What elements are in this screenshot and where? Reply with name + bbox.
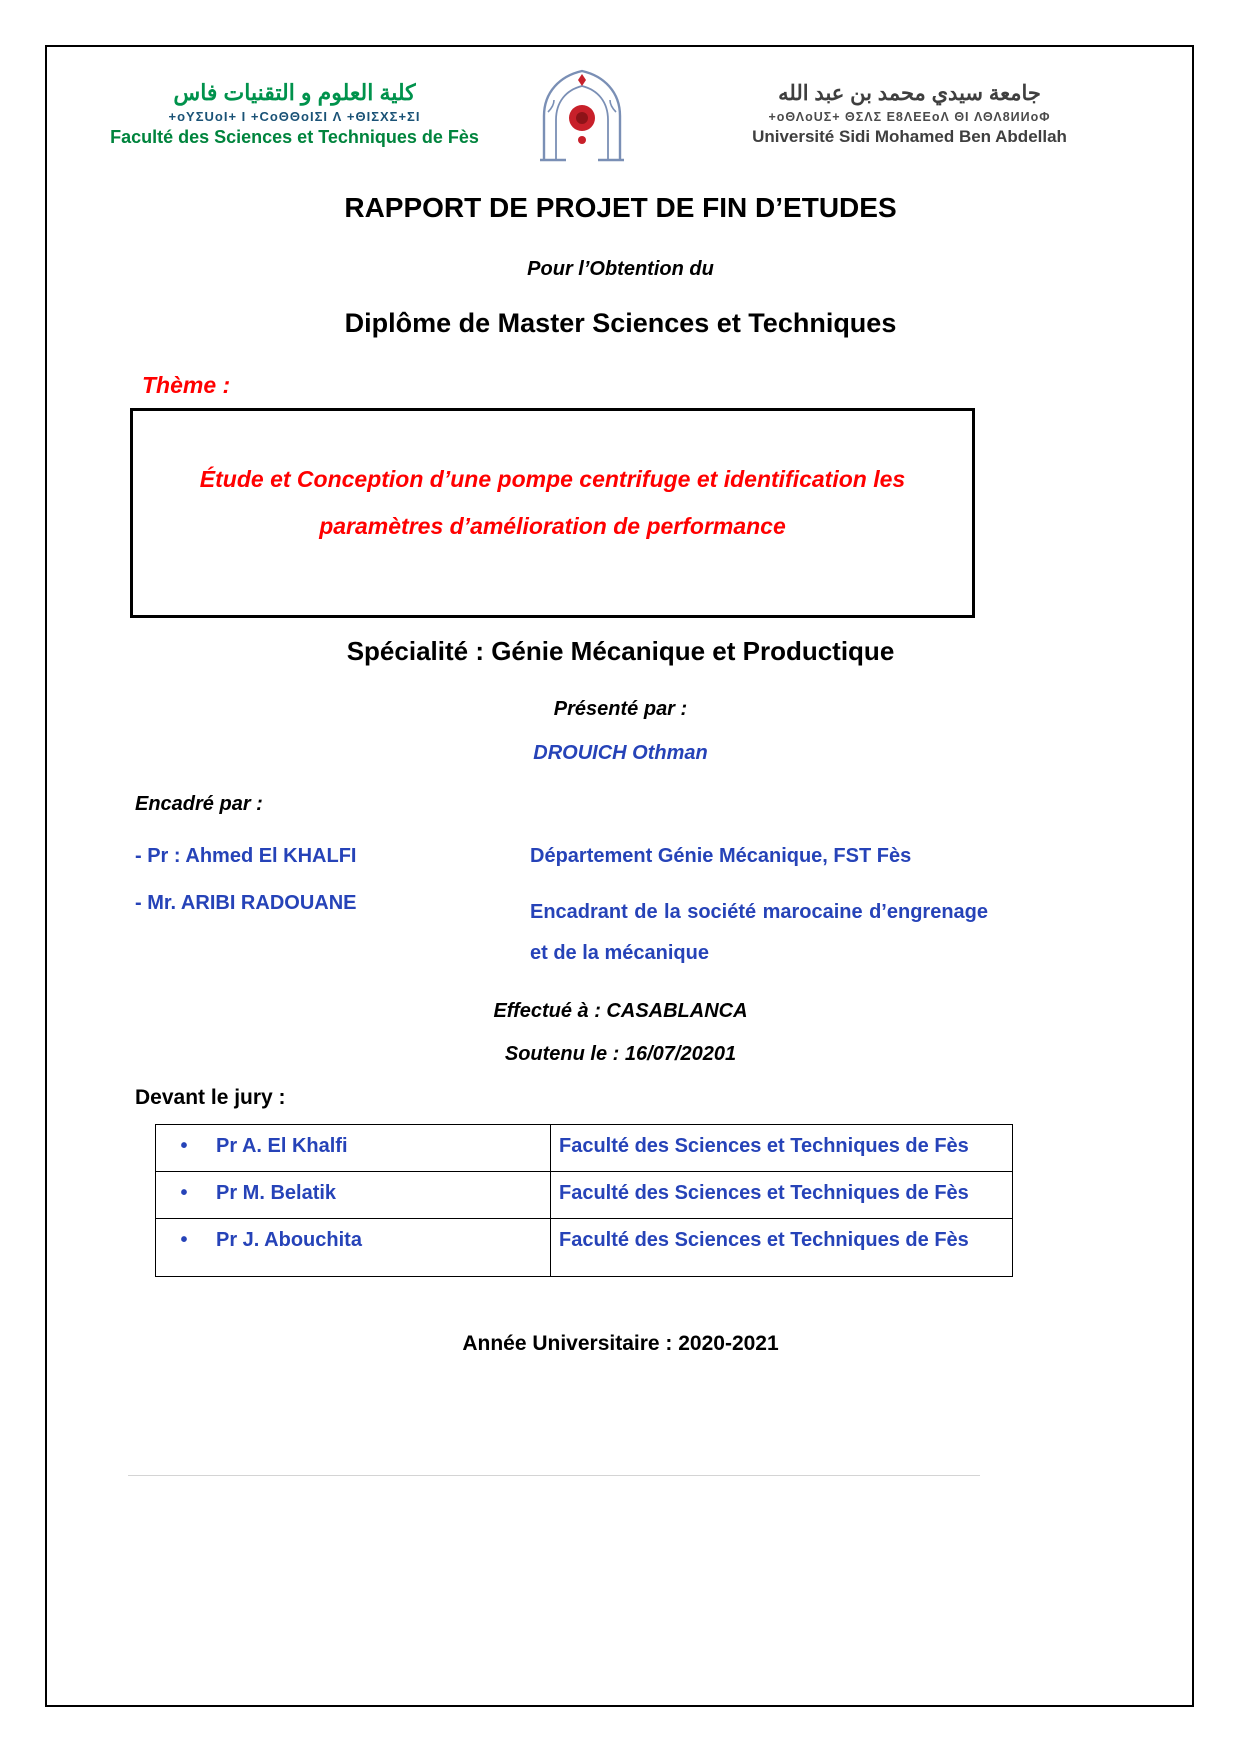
jury-row xyxy=(156,1172,1013,1219)
supervisor-2-affiliation: Encadrant de la société marocaine d’engrenage et de la mécanique xyxy=(530,901,988,964)
theme-text xyxy=(133,456,972,550)
jury-affiliation-cell: Faculté des Sciences et Techniques de Fès xyxy=(551,1125,1013,1172)
faculty-arabic-text: كلية العلوم و التقنيات فاس xyxy=(173,80,416,106)
theme-box xyxy=(130,408,975,618)
university-arabic-text: جامعة سيدي محمد بن عبد الله xyxy=(778,81,1041,105)
report-title: RAPPORT DE PROJET DE FIN D’ETUDES xyxy=(344,192,897,223)
defense-date: Soutenu le : 16/07/20201 xyxy=(504,1043,737,1065)
obtention-subtitle: Pour l’Obtention du xyxy=(527,258,714,280)
jury-affiliation-cell: Faculté des Sciences et Techniques de Fès xyxy=(551,1172,1013,1219)
jury-member-cell xyxy=(156,1219,551,1277)
university-emblem-icon xyxy=(526,66,638,162)
footer-divider xyxy=(128,1475,980,1476)
jury-row xyxy=(156,1125,1013,1172)
supervisor-1-name: - Pr : Ahmed El KHALFI xyxy=(135,845,357,867)
faculty-block xyxy=(72,79,517,148)
university-name: Université Sidi Mohamed Ben Abdellah xyxy=(752,127,1067,147)
jury-member-name: Pr M. Belatik xyxy=(216,1182,337,1204)
diploma-title: Diplôme de Master Sciences et Techniques xyxy=(344,308,897,338)
student-name: DROUICH Othman xyxy=(533,742,708,764)
supervisor-1-affiliation: Département Génie Mécanique, FST Fès xyxy=(530,845,912,867)
theme-line-2: paramètres d’amélioration de performance xyxy=(319,513,786,539)
specialty-title: Spécialité : Génie Mécanique et Productique xyxy=(346,636,895,666)
institution-header xyxy=(72,66,1172,162)
bullet-icon: • xyxy=(180,1182,188,1204)
jury-table xyxy=(155,1124,1013,1277)
faculty-tifinagh-text: +oYΣUoI+ I +CoΘΘoIΣI Λ +ΘIΣXΣ+ΣI xyxy=(168,108,421,124)
university-tifinagh-text: +oΘΛoUΣ+ ΘΣΛΣ Ε8ΛΕΕoΛ ΘI ΛΘΛ8ИИoΦ xyxy=(768,109,1051,124)
jury-member-name: Pr J. Abouchita xyxy=(216,1229,362,1251)
jury-member-name: Pr A. El Khalfi xyxy=(216,1135,348,1157)
academic-year: Année Universitaire : 2020-2021 xyxy=(462,1332,779,1355)
jury-row xyxy=(156,1219,1013,1277)
supervisor-2-name: - Mr. ARIBI RADOUANE xyxy=(135,892,357,914)
jury-label: Devant le jury : xyxy=(135,1086,286,1109)
theme-line-1: Étude et Conception d’une pompe centrifuge et identification les xyxy=(199,466,906,492)
bullet-icon: • xyxy=(180,1135,188,1157)
supervised-by-label: Encadré par : xyxy=(135,793,263,815)
bullet-icon: • xyxy=(180,1229,188,1251)
jury-member-cell xyxy=(156,1125,551,1172)
defense-location: Effectué à : CASABLANCA xyxy=(493,1000,748,1022)
jury-affiliation-cell: Faculté des Sciences et Techniques de Fès xyxy=(551,1219,1013,1277)
presented-by-label: Présenté par : xyxy=(553,698,688,720)
university-logo xyxy=(517,66,647,162)
faculty-name: Faculté des Sciences et Techniques de Fès xyxy=(110,127,479,148)
theme-label: Thème : xyxy=(142,372,231,398)
page-border xyxy=(45,45,1194,1707)
jury-member-cell xyxy=(156,1172,551,1219)
university-block xyxy=(647,80,1172,149)
